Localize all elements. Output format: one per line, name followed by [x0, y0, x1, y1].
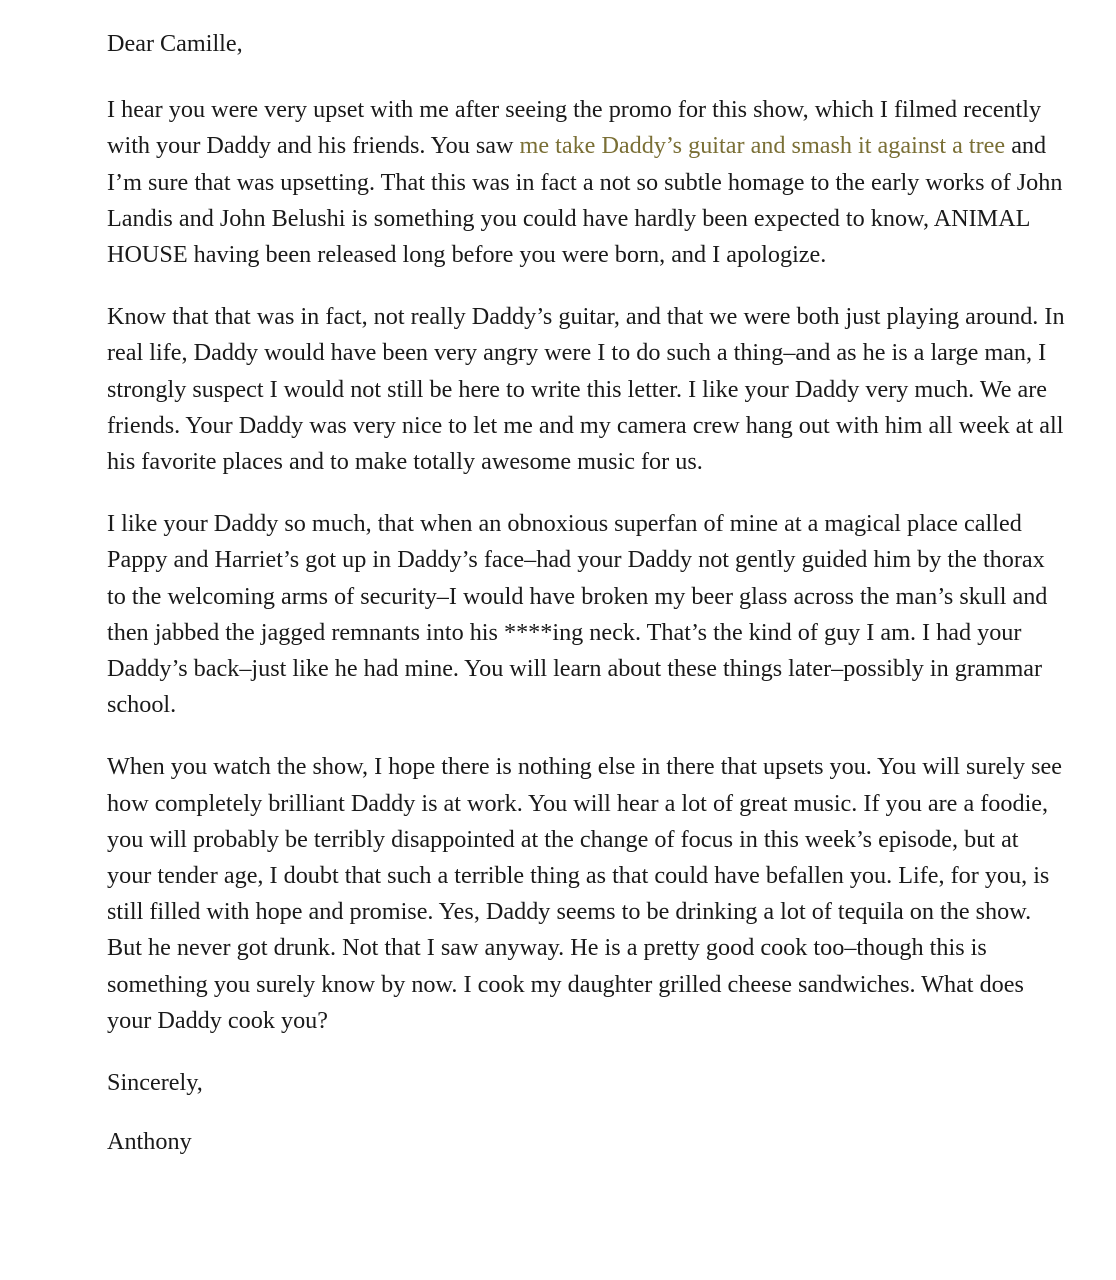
- salutation: Dear Camille,: [107, 30, 243, 57]
- signature: Anthony: [107, 1128, 192, 1156]
- promo-video-link[interactable]: me take Daddy’s guitar and smash it against a tree: [519, 132, 1006, 160]
- paragraph-1-text-before: I hear you were very upset with me after seeing the promo for this show, which I filmed recently with your Daddy and his friends. You saw: [107, 96, 1042, 160]
- paragraph-4: When you watch the show, I hope there is nothing else in there that upsets you. You will surely see how completely brilliant Daddy is at work. You will hear a lot of great music. If you are a foodie, you will probably be terribly disappointed at the change of focus in this week’s episode, but at your tender age, I doubt that such a terrible thing as that could have befallen you. Life, for you, is still filled with hope and promise. Yes, Daddy seems to be drinking a lot of tequila on the show. But he never got drunk. Not that I saw anyway. He is a pretty good cook too–though this is something you surely know by now. I cook my daughter grilled cheese sandwiches. What does your Daddy cook you?: [107, 753, 1063, 1034]
- paragraph-2: Know that that was in fact, not really Daddy’s guitar, and that we were both just playing around. In real life, Daddy would have been very angry were I to do such a thing–and as he is a large man, I strongly suspect I would not still be here to write this letter. I like your Daddy very much. We are friends. Your Daddy was very nice to let me and my camera crew hang out with him all week at all his favorite places and to make totally awesome music for us.: [107, 303, 1065, 476]
- closing: Sincerely,: [107, 1069, 203, 1097]
- paragraph-3: I like your Daddy so much, that when an obnoxious superfan of mine at a magical place called Pappy and Harriet’s got up in Daddy’s face–had your Daddy not gently guided him by the thorax to the welcoming arms of security–I would have broken my beer glass across the man’s skull and then jabbed the jagged remnants into his ****ing neck. That’s the kind of guy I am. I had your Daddy’s back–just like he had mine. You will learn about these things later–possibly in grammar school.: [107, 510, 1048, 719]
- paragraph-1: [107, 92, 1067, 273]
- paragraph-1-text-after: and I’m sure that was upsetting. That this was in fact a not so subtle homage to the early works of John Landis and John Belushi is something you could have hardly been expected to know, ANIMAL HOUSE having been released long before you were born, and I apologize.: [107, 132, 1063, 269]
- letter-body: [107, 26, 1067, 1186]
